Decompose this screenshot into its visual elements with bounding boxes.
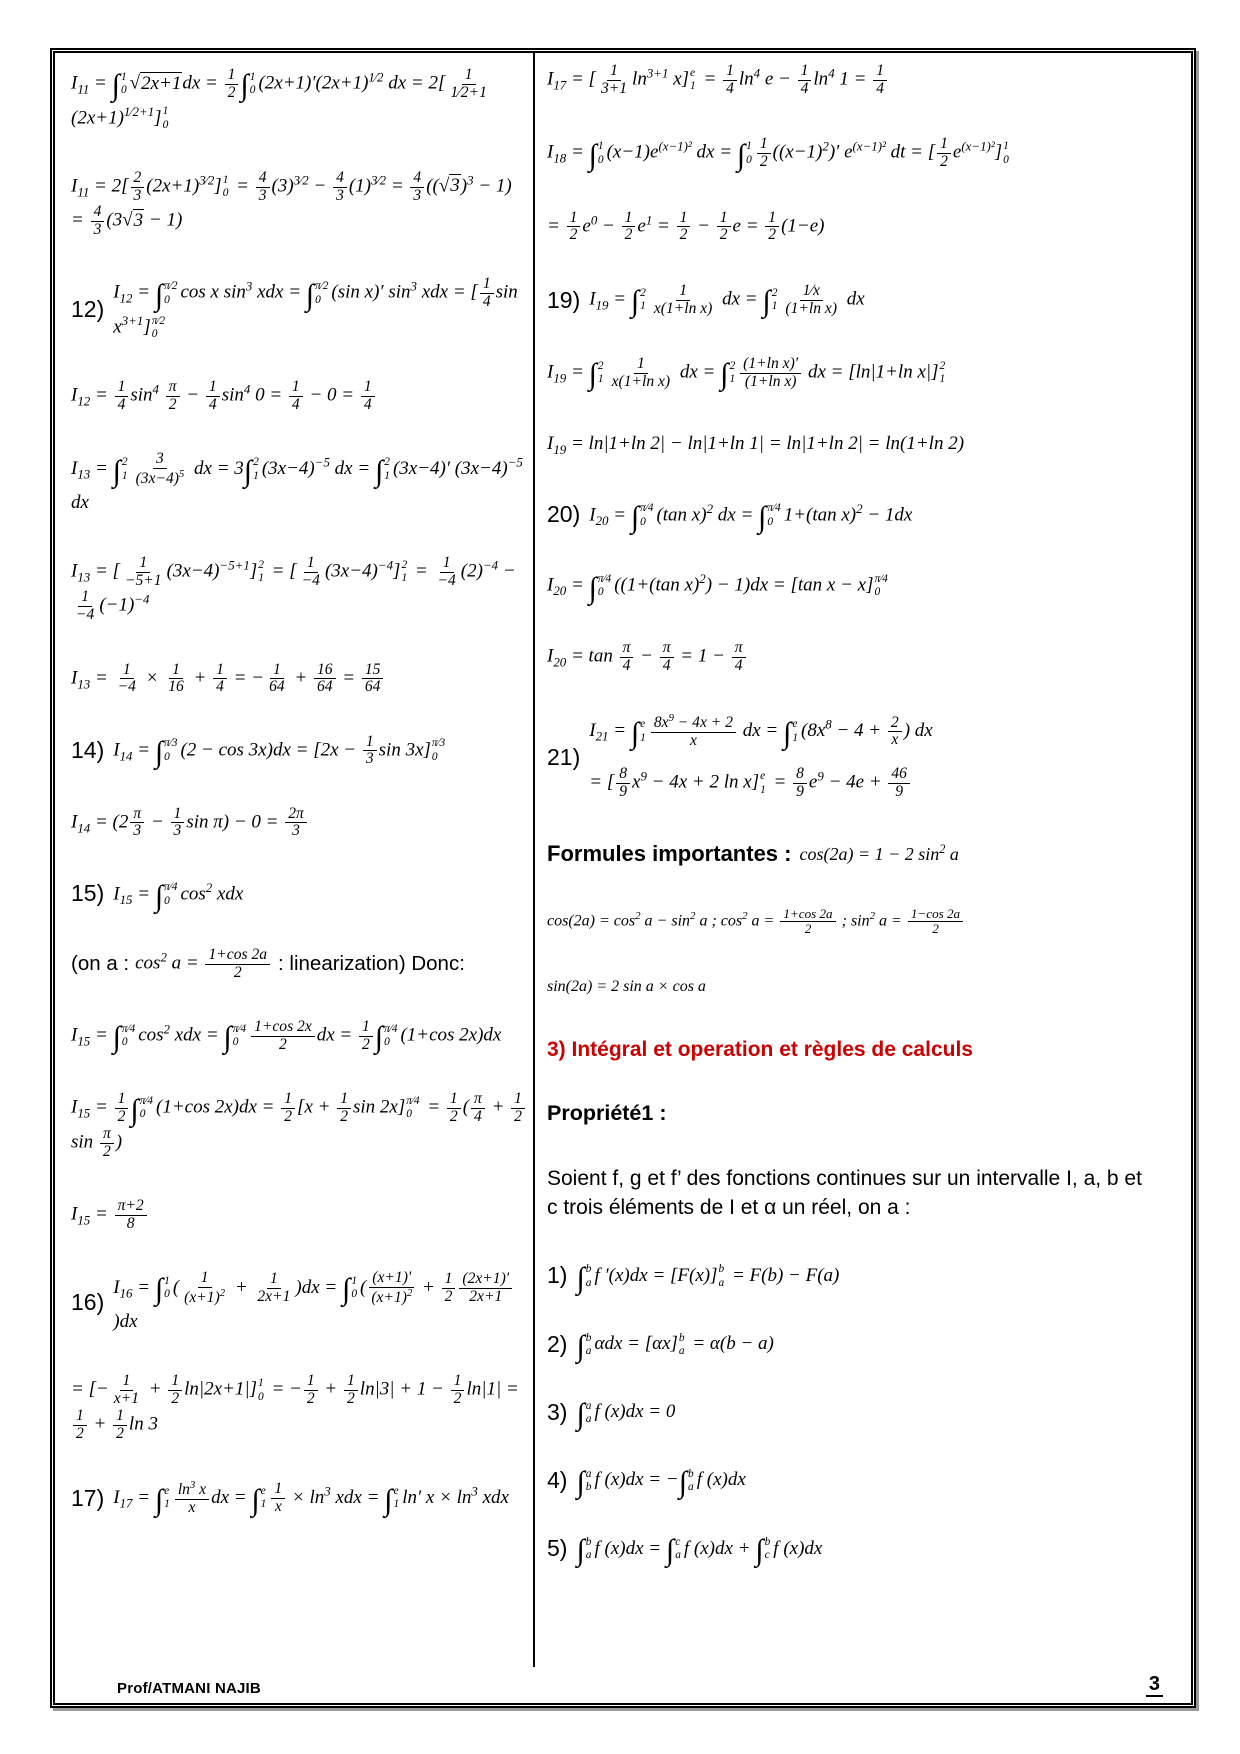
item-number-label: 17) [71, 1484, 105, 1511]
formula-item [71, 1480, 527, 1517]
formula-line: ∫ a b f (x)dx = −∫ b a f (x)dx [576, 1465, 746, 1500]
formula-line: $I_{16}$ = ∫ 1 0 ( $\frac{1}{(x+1)^2}$ + $\frac{1}{2x+1}$ )dx = ∫ 1 0 ( $\frac{(x+1)'}{(x+1)^2}$ + $\frac{1}{2}$ $\frac{(2x+1)'}{2x+1}$ )dx [113, 1270, 527, 1336]
item-number-label: 2) [547, 1330, 568, 1357]
formula-lines [547, 975, 706, 1000]
formula-item [547, 569, 1183, 605]
formula-item [547, 640, 1183, 675]
formula-lines [547, 429, 964, 460]
content-columns [55, 53, 1191, 1667]
formula-line: $I_{13}$ = $\frac{1}{-4}$ × $\frac{1}{16}$ + $\frac{1}{4}$ = − $\frac{1}{64}$ + $\frac{16}{64}$ = $\frac{15}{64}$ [71, 662, 385, 697]
formula-item [71, 170, 527, 239]
formula-line: $I_{14} = (2$ $\frac{\pi}{3}$ − $\frac{1}{3}$ sin π) − 0 = $\frac{2\pi}{3}$ [71, 806, 309, 841]
item-number-label: 12) [71, 295, 105, 322]
formula-line: $I_{17}$ = [ $\frac{1}{3+1}$ $\ln^{3+1} x$] e 1 = $\frac{1}{4}$ $\ln^4 e$ − $\frac{1}{4}$ $\ln^4 1$ = $\frac{1}{4}$ [547, 63, 889, 98]
item-number-label: 4) [547, 1466, 568, 1493]
formula-line: = [− $\frac{1}{x+1}$ + $\frac{1}{2}$ ln|2x+1|] 1 0 = − $\frac{1}{2}$ + $\frac{1}{2}$ ln|3| + 1 − $\frac{1}{2}$ ln|1| = $\frac{1}{2}$ + $\frac{1}{2}$ ln 3 [71, 1372, 519, 1442]
formula-line: ∫ b a αdx = [αx] b a = α(b − a) [576, 1329, 774, 1364]
formula-line: $I_{15}$ = ∫ π∕4 0 $\cos^2$ xdx = ∫ π∕4 0 $\frac{1+\cos 2x}{2}$ dx = $\frac{1}{2}$ ∫ π∕4 0 (1+cos 2x)dx [71, 1018, 502, 1055]
formula-item [547, 713, 1183, 800]
formula-lines [547, 640, 748, 675]
note-line [71, 947, 527, 982]
red-section-heading: 3) Intégral et operation et règles de calculs [547, 1038, 973, 1062]
item-number-label: 1) [547, 1262, 568, 1289]
formula-item [547, 975, 1183, 1000]
page-number: 3 [1146, 1674, 1163, 1697]
note-prefix: (on a : [71, 952, 130, 976]
formula-lines [113, 734, 448, 769]
formula-lines [547, 569, 891, 605]
formula-line: $I_{17}$ = ∫ e 1 $\frac{\ln^3 x}{x}$ dx = ∫ e 1 $\frac{1}{x}$ × $\ln^3$ xdx = ∫ e 1 ln′ $x \times \ln^3$ xdx [113, 1480, 509, 1517]
formula-item [71, 1198, 527, 1233]
formula-lines [576, 1465, 746, 1500]
formula-lines [589, 499, 913, 534]
formula-line: ∫ a a f (x)dx = 0 [576, 1397, 676, 1432]
formula-line: $I_{11} = 2$[ $\frac{2}{3}$ $(2x+1)^{3∕2}$] 1 0 = $\frac{4}{3}$ $(3)^{3∕2}$ − $\frac{4}{3}$ $(1)^{3∕2}$ = $\frac{4}{3}$ $((√3)^3 - 1)$ = $\frac{4}{3}$ (3√3 − 1) [71, 168, 512, 239]
formula-lines [113, 1480, 509, 1517]
right-column [533, 53, 1191, 1667]
formula-item [547, 210, 1183, 245]
formula-item [71, 878, 527, 913]
formula-lines [547, 907, 965, 936]
formula-line: $I_{19} = \ln|1+\ln$ 2| − ln|1+ln 1| = ln|1+ln 2| = ln(1+ln 2) [547, 433, 965, 458]
formula-item [71, 662, 527, 697]
formula-lines [589, 283, 864, 318]
formula-item [71, 1091, 527, 1160]
formula-item [547, 1329, 1183, 1364]
formula-lines [576, 1533, 823, 1568]
formula-lines [71, 1198, 149, 1233]
formula-line: $I_{15}$ = ∫ π∕4 0 $\cos^2$ xdx [113, 878, 244, 913]
formula-line: ∫ b a f (x)dx = ∫ c a f (x)dx + ∫ b c f (x)dx [576, 1533, 823, 1568]
formula-lines [589, 713, 932, 800]
formula-lines [71, 379, 377, 414]
formula-line: $I_{12}$ = ∫ π∕2 0 cos x $\sin^3$ xdx = ∫ π∕2 0 (sin x)′ $\sin^3$ xdx = [ $\frac{1}{4}$ $\sin x^{3+1}$] π∕2 0 [113, 275, 518, 341]
formula-item [547, 356, 1183, 391]
formula-line: $I_{12}$ = $\frac{1}{4}$ $\sin^4$ $\frac{\pi}{2}$ − $\frac{1}{4}$ $\sin^4 0$ = $\frac{1}{4}$ − 0 = $\frac{1}{4}$ [71, 379, 377, 414]
formula-lines [113, 1270, 527, 1336]
formula-line: $I_{18}$ = ∫ 1 0 $(x-1)e^{(x-1)^2}$ dx = ∫ 1 0 $\frac{1}{2}$ $((x-1)^2)'$ $e^{(x-1)^2}$ dt = [ $\frac{1}{2}$ $e^{(x-1)^2}$] 1 0 [547, 135, 1009, 172]
formula-item [71, 806, 527, 841]
item-number-label: 5) [547, 1534, 568, 1561]
formula-line: $I_{20}$ = ∫ π∕4 0 (tan x)$^2$ dx = ∫ π∕4 0 1+(tan x)$^2$ − 1dx [589, 499, 913, 534]
inline-heading-formula: cos(2a) = 1 − 2 $\sin^2 a$ [799, 841, 959, 864]
formula-lines [113, 878, 244, 913]
formula-line: sin(2a) = 2 sin a × cos a [547, 978, 706, 996]
formula-line: $I_{13}$ = [ $\frac{1}{-5+1}$ $(3x-4)^{-5+1}$] 2 1 = [ $\frac{1}{-4}$ $(3x-4)^{-4}$] 2 1 = $\frac{1}{-4}$ $(2)^{-4}$ − $\frac{1}{-4}$ $(-1)^{-4}$ [71, 553, 516, 624]
formula-line: $I_{14}$ = ∫ π∕3 0 (2 − cos 3x)dx = [2x − $\frac{1}{3}$ sin 3x] π∕3 0 [113, 732, 446, 769]
formula-lines [113, 276, 527, 341]
formula-item [547, 283, 1183, 318]
formula-line: $I_{15}$ = $\frac{1}{2}$ ∫ π∕4 0 (1+cos 2x)dx = $\frac{1}{2}$ [x + $\frac{1}{2}$ sin 2x] π∕4 0 = $\frac{1}{2}$ ( $\frac{\pi}{4}$ + $\frac{1}{2}$ sin $\frac{\pi}{2}$ ) [71, 1091, 527, 1160]
formula-item [71, 451, 527, 517]
inline-heading [547, 840, 1183, 869]
formula-item [71, 379, 527, 414]
formula-item [71, 1270, 527, 1336]
bold-heading: Propriété1 : [547, 1101, 667, 1126]
formula-lines [71, 662, 385, 697]
formula-line: $I_{19}$ = ∫ 2 1 $\frac{1}{\text{x(1+ln x)}}$ dx = ∫ 2 1 $\frac{\text{(1+ln x)′}}{\text{(1+ln x)}}$ dx = [ln|1+ln x|] 2 1 [547, 355, 946, 392]
note-formula: $\cos^2 a$ = $\frac{1+\cos 2a}{2}$ [135, 947, 272, 982]
formula-lines [71, 170, 527, 239]
formula-item [547, 1465, 1183, 1500]
formula-lines [71, 1373, 527, 1442]
formula-item [71, 276, 527, 341]
formula-lines [71, 67, 527, 132]
formula-item [547, 429, 1183, 460]
item-number-label: 14) [71, 737, 105, 764]
formula-line: $I_{20} = \tan$ $\frac{\pi}{4}$ − $\frac{\pi}{4}$ = 1 − $\frac{\pi}{4}$ [547, 640, 748, 675]
page-footer [55, 1667, 1191, 1703]
formula-line: $\cos(2a) = \cos^2 a - \sin^2 a$ ; $\cos^2 a$ = $\frac{1+\cos 2a}{2}$ ; $\sin^2 a$ = $\frac{1-\cos 2a}{2}$ [547, 907, 965, 936]
formula-line: = [ $\frac{8}{9}$ $x^9 - 4x + 2$ ln x] e 1 = $\frac{8}{9}$ $e^9 - 4e$ + $\frac{46}{9}$ [589, 766, 932, 801]
formula-lines [547, 136, 1012, 171]
page-frame [50, 48, 1196, 1708]
formula-lines [71, 1019, 501, 1054]
formula-item [547, 499, 1183, 534]
formula-line: $I_{11}$ = ∫ 1 0 √2x+1dx = $\frac{1}{2}$ ∫ 1 0 $(2x+1)'(2x+1)^{1∕2}$ dx = 2[ $\frac{1}{1∕2+1}$ $(2x+1)^{1∕2+1}$] 1 0 [71, 66, 487, 131]
formula-item [547, 1397, 1183, 1432]
formula-item [547, 63, 1183, 98]
formula-lines [71, 555, 527, 624]
formula-lines [71, 806, 309, 841]
formula-lines [576, 1260, 840, 1295]
item-number-label: 16) [71, 1289, 105, 1316]
formula-lines [547, 210, 825, 245]
formula-line: $I_{20}$ = ∫ π∕4 0 ((1+(tan x)$^2$) − 1)dx = [tan x − x] π∕4 0 [547, 570, 888, 605]
paragraph: Soient f, g et f’ des fonctions continues sur un intervalle I, a, b et c trois éléments de I et α un réel, on a : [547, 1166, 1142, 1219]
formula-line: $I_{19}$ = ∫ 2 1 $\frac{1}{\text{x(1+ln x)}}$ dx = ∫ 2 1 $\frac{1∕x}{\text{(1+ln x)}}$ dx [589, 281, 865, 319]
formula-line: $I_{21}$ = ∫ e 1 $\frac{8x^9 - 4x + 2}{x}$ dx = ∫ e 1 ($8x^8 - 4$ + $\frac{2}{x}$ ) dx [589, 713, 933, 750]
formula-line: ∫ b a f ′(x)dx = [F(x)] b a = F(b) − F(a) [576, 1260, 840, 1295]
footer-author: Prof/ATMANI NAJIB [117, 1680, 261, 1697]
formula-lines [71, 451, 527, 517]
formula-lines [547, 63, 889, 98]
formula-item [547, 1260, 1183, 1295]
formula-item [71, 1019, 527, 1054]
formula-item [71, 555, 527, 624]
item-number-label: 21) [547, 743, 581, 770]
formula-line: $I_{15}$ = $\frac{\pi+2}{8}$ [71, 1198, 149, 1233]
formula-lines [576, 1397, 676, 1432]
formula-lines [547, 356, 948, 391]
note-suffix: : linearization) Donc: [278, 952, 465, 976]
item-number-label: 3) [547, 1398, 568, 1425]
formula-item [547, 1533, 1183, 1568]
formula-item [547, 907, 1183, 936]
formula-line: $I_{13}$ = ∫ 2 1 $\frac{3}{(3x-4)^5}$ dx = 3∫ 2 1 $(3x-4)^{-5}$ dx = ∫ 2 1 (3x−4)′ $(3x-4)^{-5}$ dx [71, 450, 523, 514]
formula-lines [71, 1091, 527, 1160]
left-column [55, 53, 533, 1667]
formula-item [547, 136, 1183, 171]
formula-item [71, 1373, 527, 1442]
formula-line: = $\frac{1}{2}$ $e^0$ − $\frac{1}{2}$ $e^1$ = $\frac{1}{2}$ − $\frac{1}{2}$ e = $\frac{1}{2}$ (1−e) [547, 208, 825, 244]
item-number-label: 15) [71, 880, 105, 907]
item-number-label: 20) [547, 501, 581, 528]
formula-lines [576, 1329, 774, 1364]
item-number-label: 19) [547, 286, 581, 313]
inline-heading-label: Formules importantes : [547, 840, 792, 866]
formula-item [71, 67, 527, 132]
formula-item [71, 734, 527, 769]
